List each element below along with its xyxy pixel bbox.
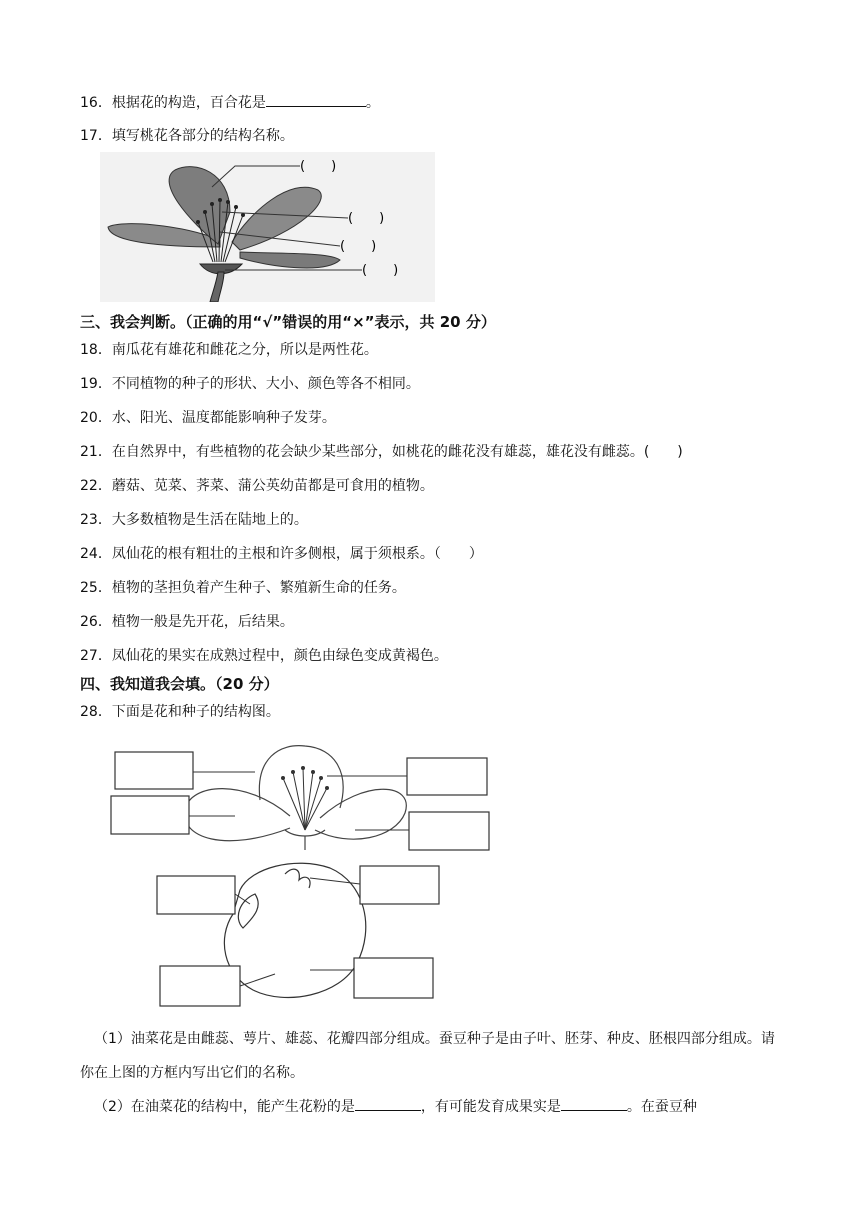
section-3-title: 三、我会判断。（正确的用“√”错误的用“×”表示，共 20 分） bbox=[80, 313, 496, 331]
question-text: 填写桃花各部分的结构名称。 bbox=[111, 128, 294, 144]
label-bracket-2[interactable]: ( ) bbox=[348, 211, 385, 226]
question-number: 16． bbox=[80, 95, 112, 111]
question-24 bbox=[80, 544, 483, 564]
question-number: 17． bbox=[80, 128, 112, 144]
question-text: 大多数植物是生活在陆地上的。 bbox=[111, 512, 308, 528]
label-bracket-3[interactable]: ( ) bbox=[340, 239, 377, 254]
question-20 bbox=[80, 408, 336, 428]
seed-box-top-right[interactable] bbox=[360, 866, 439, 904]
question-number: 23． bbox=[80, 512, 112, 528]
question-text: 水、阳光、温度都能影响种子发芽。 bbox=[111, 410, 336, 426]
question-27 bbox=[80, 646, 448, 666]
question-text: 凤仙花的根有粗壮的主根和许多侧根，属于须根系。（ ） bbox=[111, 546, 483, 562]
question-text: 蘑菇、苋菜、荠菜、蒲公英幼苗都是可食用的植物。 bbox=[111, 478, 434, 494]
question-text: 下面是花和种子的结构图。 bbox=[111, 704, 280, 720]
question-text: 在自然界中，有些植物的花会缺少某些部分，如桃花的雌花没有雄蕊，雄花没有雌蕊。( ) bbox=[111, 444, 683, 460]
question-text: 植物的茎担负着产生种子、繁殖新生命的任务。 bbox=[111, 580, 406, 596]
question-tail: 。 bbox=[365, 95, 380, 111]
question-28 bbox=[80, 702, 280, 722]
question-22 bbox=[80, 476, 434, 496]
question-text: 凤仙花的果实在成熟过程中，颜色由绿色变成黄褐色。 bbox=[111, 648, 448, 664]
rapeseed-flower bbox=[185, 746, 407, 850]
question-21 bbox=[80, 442, 683, 462]
flower-seed-diagram bbox=[105, 738, 495, 1010]
section-4-title: 四、我知道我会填。（20 分） bbox=[80, 675, 279, 693]
label-bracket-4[interactable]: ( ) bbox=[362, 263, 399, 278]
question-17 bbox=[80, 126, 294, 146]
flower-box-bottom-right[interactable] bbox=[409, 812, 489, 850]
flower-box-bottom-left[interactable] bbox=[111, 796, 189, 834]
peach-flower-diagram bbox=[100, 152, 435, 302]
question-text: 植物一般是先开花，后结果。 bbox=[111, 614, 294, 630]
question-23 bbox=[80, 510, 308, 530]
question-number: 21． bbox=[80, 444, 112, 460]
answer-blank[interactable] bbox=[355, 1096, 421, 1111]
broad-bean-seed bbox=[224, 863, 365, 997]
seed-box-top-left[interactable] bbox=[157, 876, 235, 914]
petal-top bbox=[259, 746, 343, 808]
question-number: 26． bbox=[80, 614, 112, 630]
seed-box-bottom-right[interactable] bbox=[354, 958, 433, 998]
question-number: 27． bbox=[80, 648, 112, 664]
seed-box-bottom-left[interactable] bbox=[160, 966, 240, 1006]
plumule bbox=[285, 869, 310, 888]
part-2-text-c: 。在蚕豆种 bbox=[626, 1099, 697, 1115]
flower-box-top-left[interactable] bbox=[115, 752, 193, 789]
petal-right bbox=[315, 789, 406, 839]
question-16 bbox=[80, 92, 380, 113]
part-2-text-b: ，有可能发育成果实是 bbox=[420, 1099, 561, 1115]
anthers bbox=[281, 766, 329, 790]
seed-coat bbox=[224, 863, 365, 997]
question-number: 20． bbox=[80, 410, 112, 426]
flower-box-top-right[interactable] bbox=[407, 758, 487, 795]
question-number: 18． bbox=[80, 342, 112, 358]
question-19 bbox=[80, 374, 420, 394]
question-number: 19． bbox=[80, 376, 112, 392]
question-18 bbox=[80, 340, 378, 360]
question-28-part-2 bbox=[80, 1090, 782, 1124]
question-text: 不同植物的种子的形状、大小、颜色等各不相同。 bbox=[111, 376, 420, 392]
question-text: 南瓜花有雄花和雌花之分，所以是两性花。 bbox=[111, 342, 378, 358]
sepal bbox=[285, 830, 325, 836]
answer-blank[interactable] bbox=[266, 92, 366, 107]
question-25 bbox=[80, 578, 406, 598]
question-number: 24． bbox=[80, 546, 112, 562]
question-number: 22． bbox=[80, 478, 112, 494]
question-28-part-1: （1）油菜花是由雌蕊、萼片、雄蕊、花瓣四部分组成。蚕豆种子是由子叶、胚芽、种皮、胚根四部分组成。请你在上图的方框内写出它们的名称。 bbox=[80, 1031, 775, 1081]
question-number: 28． bbox=[80, 704, 112, 720]
label-bracket-1[interactable]: ( ) bbox=[300, 159, 337, 174]
question-text: 根据花的构造，百合花是 bbox=[111, 95, 266, 111]
petal-left bbox=[185, 789, 290, 841]
radicle bbox=[238, 894, 258, 928]
answer-blank[interactable] bbox=[561, 1096, 627, 1111]
question-26 bbox=[80, 612, 294, 632]
part-2-text-a: （2）在油菜花的结构中，能产生花粉的是 bbox=[94, 1099, 355, 1115]
question-number: 25． bbox=[80, 580, 112, 596]
